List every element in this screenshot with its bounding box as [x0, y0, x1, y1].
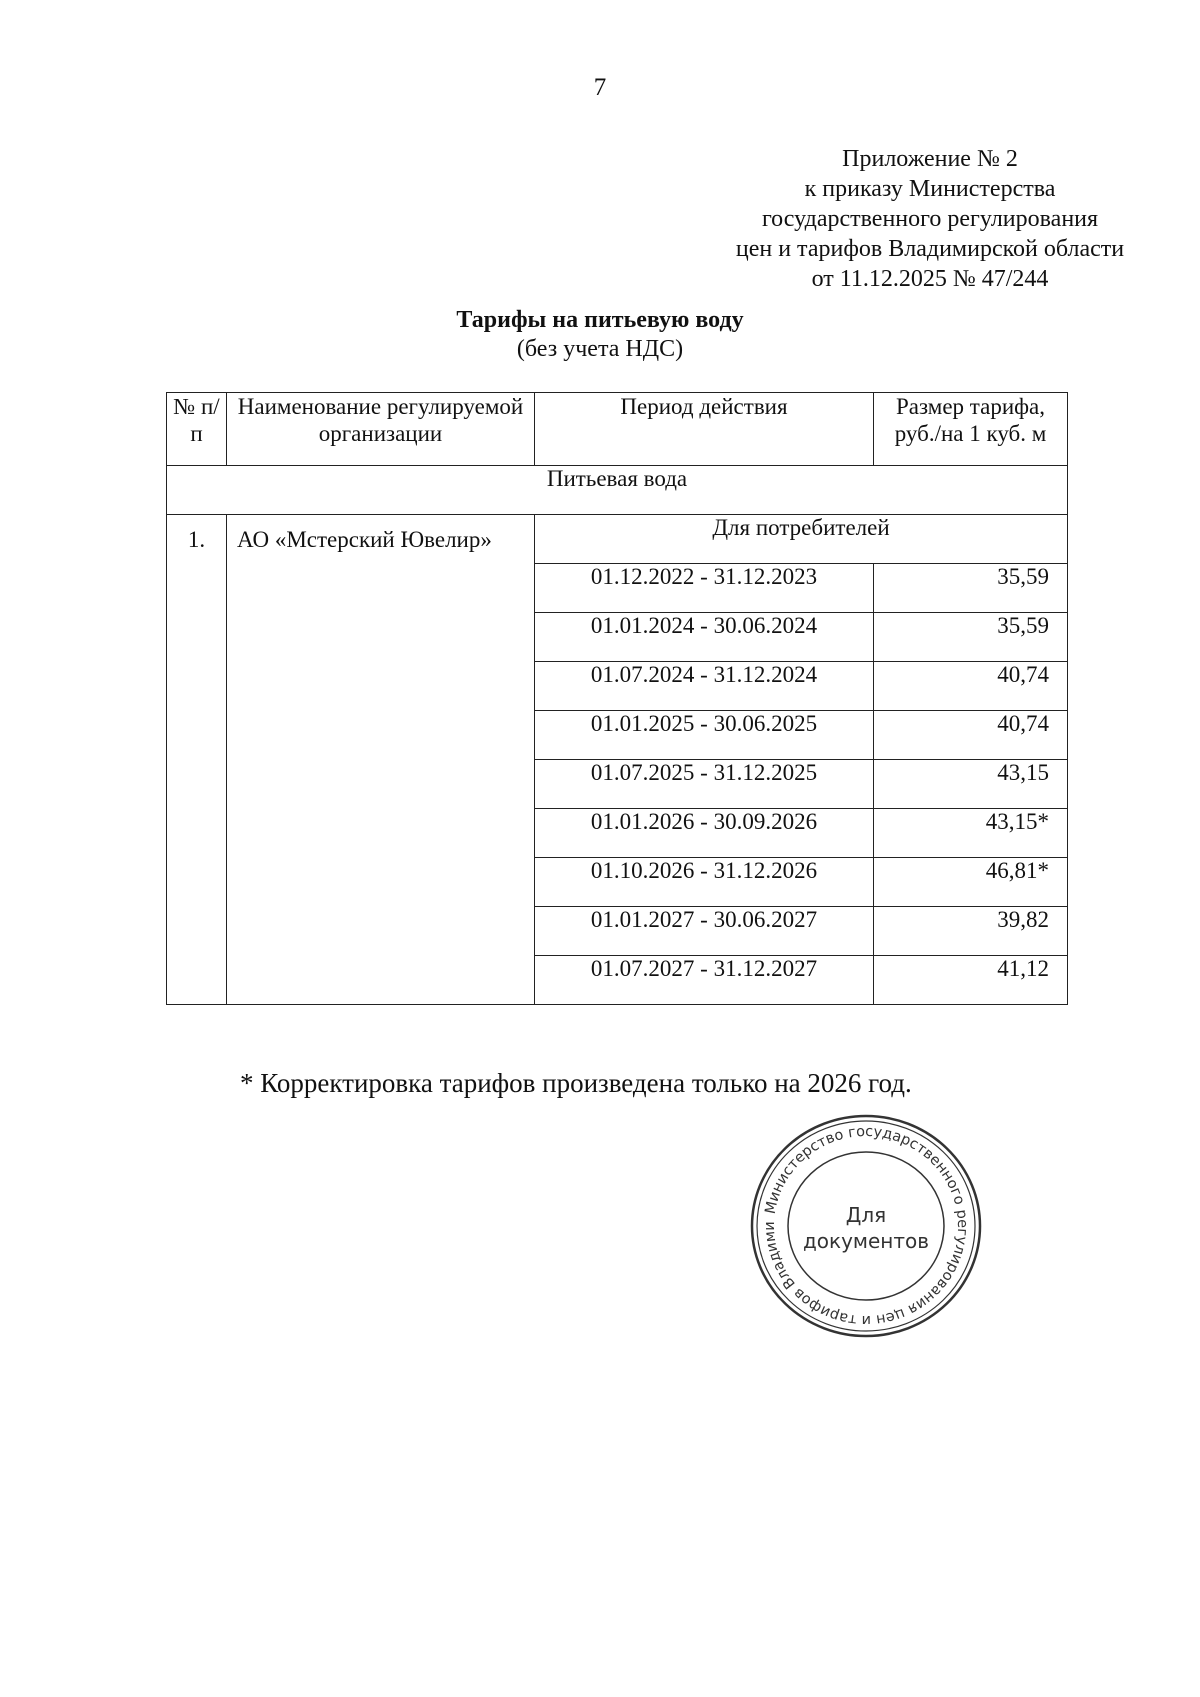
row-number: 1.: [167, 515, 227, 1005]
tariff-cell: 35,59: [874, 564, 1068, 613]
annex-line: государственного регулирования: [761, 206, 1099, 232]
period-cell: 01.01.2024 - 30.06.2024: [535, 613, 874, 662]
official-stamp: [746, 1110, 986, 1342]
stamp-center-line2: документов: [802, 1229, 930, 1253]
document-title: [0, 306, 1200, 364]
page-number: 7: [593, 74, 607, 101]
annex-block: [680, 144, 1180, 294]
period-cell: 01.12.2022 - 31.12.2023: [535, 564, 874, 613]
section-row: [167, 466, 1068, 515]
period-cell: 01.01.2026 - 30.09.2026: [535, 809, 874, 858]
header-period: Период действия: [535, 393, 874, 466]
organization-name: АО «Мстерский Ювелир»: [227, 515, 535, 1005]
consumer-group: Для потребителей: [535, 515, 1068, 564]
period-cell: 01.07.2027 - 31.12.2027: [535, 956, 874, 1005]
table-header-row: [167, 393, 1068, 466]
period-cell: 01.10.2026 - 31.12.2026: [535, 858, 874, 907]
header-org: Наименование регулируемой организации: [227, 393, 535, 466]
stamp-ring-text: Министерство государственного регулирования цен и тарифов Владими: [761, 1123, 971, 1329]
tariff-table: [166, 392, 1068, 1005]
tariff-cell: 41,12: [874, 956, 1068, 1005]
annex-line: Приложение № 2: [842, 146, 1018, 172]
title-sub: (без учета НДС): [516, 336, 684, 362]
header-num: № п/п: [167, 393, 227, 466]
annex-line: цен и тарифов Владимирской области: [735, 236, 1125, 262]
period-cell: 01.01.2027 - 30.06.2027: [535, 907, 874, 956]
tariff-cell: 35,59: [874, 613, 1068, 662]
tariff-cell: 40,74: [874, 662, 1068, 711]
header-tariff: Размер тарифа, руб./на 1 куб. м: [874, 393, 1068, 466]
tariff-cell: 46,81*: [874, 858, 1068, 907]
footnote: * Корректировка тарифов произведена только на 2026 год.: [240, 1068, 912, 1098]
period-cell: 01.07.2025 - 31.12.2025: [535, 760, 874, 809]
title-main: Тарифы на питьевую воду: [456, 307, 744, 333]
stamp-center-line1: Для: [845, 1203, 887, 1227]
section-label: Питьевая вода: [167, 466, 1068, 515]
period-cell: 01.01.2025 - 30.06.2025: [535, 711, 874, 760]
tariff-cell: 39,82: [874, 907, 1068, 956]
table-row: [167, 515, 1068, 564]
annex-line: от 11.12.2025 № 47/244: [811, 266, 1049, 292]
annex-line: к приказу Министерства: [804, 176, 1056, 202]
tariff-cell: 40,74: [874, 711, 1068, 760]
tariff-cell: 43,15*: [874, 809, 1068, 858]
period-cell: 01.07.2024 - 31.12.2024: [535, 662, 874, 711]
tariff-cell: 43,15: [874, 760, 1068, 809]
